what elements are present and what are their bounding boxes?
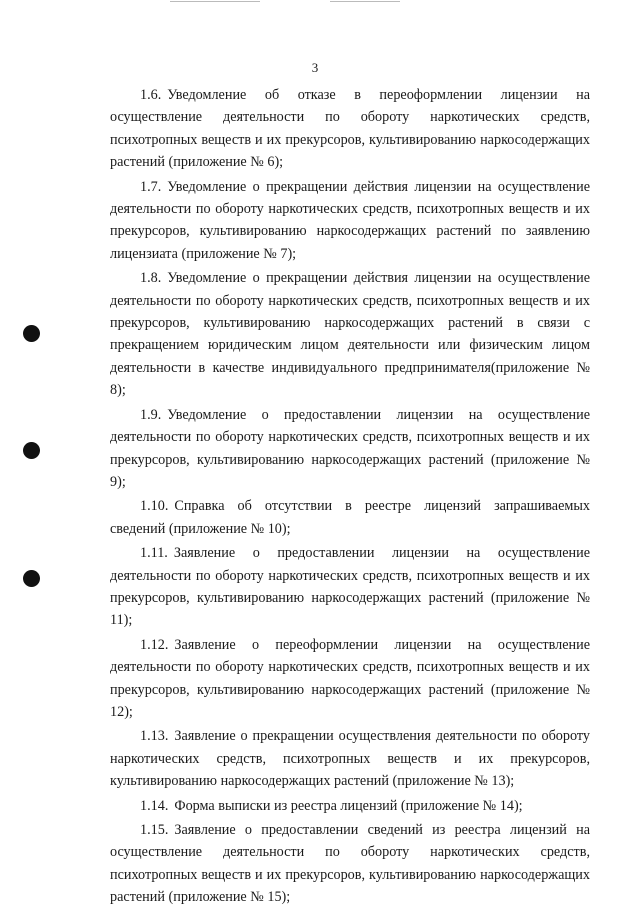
list-item: 1.9. Уведомление о предоставлении лицензии на осуществление деятельности по обороту наркотических средств, психотропных веществ и их прекурсоров, культивированию наркосодержащих растений (приложение № 9);: [110, 406, 590, 490]
list-item: 1.12. Заявление о переоформлении лицензии на осуществление деятельности по обороту наркотических средств, психотропных веществ и их прекурсоров, культивированию наркосодержащих растений (приложение № 12);: [110, 636, 590, 720]
hole-punch-mark: [23, 570, 40, 587]
list-item: 1.13. Заявление о прекращении осуществления деятельности по обороту наркотических средств, психотропных веществ и их прекурсоров, культивированию наркосодержащих растений (приложение № 13);: [110, 728, 590, 790]
list-item: 1.15. Заявление о предоставлении сведений из реестра лицензий на осуществление деятельности по обороту наркотических средств, психотропных веществ и их прекурсоров, культивированию наркосодержащих растений (приложение № 15);: [110, 822, 590, 906]
scan-edge-mark: [330, 1, 400, 2]
list-item: 1.7. Уведомление о прекращении действия лицензии на осуществление деятельности по обороту наркотических средств, психотропных веществ и их прекурсоров, культивированию наркосодержащих растений по заявлению лицензиата (приложение № 7);: [110, 178, 590, 262]
list-item: 1.14. Форма выписки из реестра лицензий (приложение № 14);: [140, 797, 523, 814]
list-item: 1.8. Уведомление о прекращении действия лицензии на осуществление деятельности по обороту наркотических средств, психотропных веществ и их прекурсоров, культивированию наркосодержащих растений в связи с прекращением юридическим лицом деятельности или физическим лицом деятельности в качестве индивидуального предпринимателя(приложение № 8);: [110, 270, 590, 399]
list-item: 1.11. Заявление о предоставлении лицензии на осуществление деятельности по обороту наркотических средств, психотропных веществ и их прекурсоров, культивированию наркосодержащих растений (приложение № 11);: [110, 545, 590, 629]
page-number: 3: [311, 60, 319, 75]
hole-punch-mark: [23, 325, 40, 342]
list-item: 1.10. Справка об отсутствии в реестре лицензий запрашиваемых сведений (приложение № 10);: [110, 498, 590, 537]
scan-edge-mark: [170, 1, 260, 2]
list-item: 1.6. Уведомление об отказе в переоформлении лицензии на осуществление деятельности по обороту наркотических средств, психотропных веществ и их прекурсоров, культивированию наркосодержащих растений (приложение № 6);: [110, 87, 590, 171]
document-body: [110, 84, 590, 911]
hole-punch-mark: [23, 442, 40, 459]
